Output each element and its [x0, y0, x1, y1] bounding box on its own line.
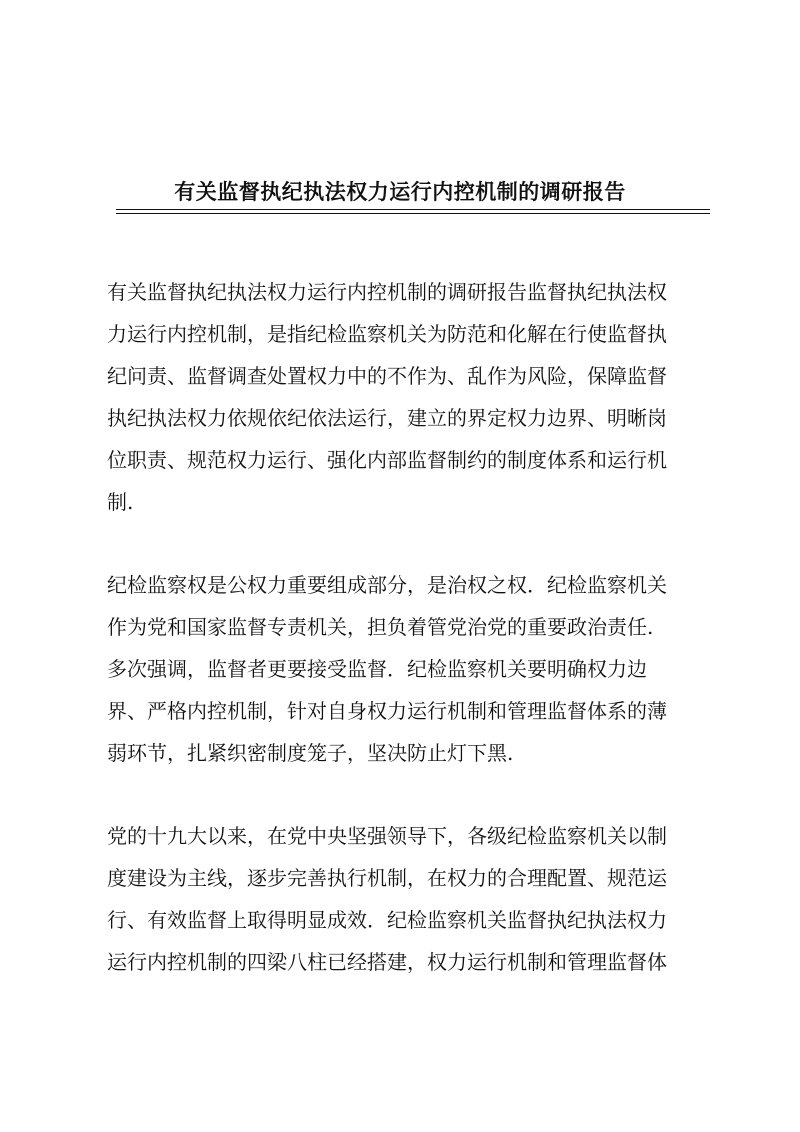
- paragraph-line: 多次强调，监督者更要接受监督．纪检监察机关要明确权力边: [107, 657, 647, 681]
- paragraph-1: [107, 271, 707, 523]
- paragraph-line: 党的十九大以来，在党中央坚强领导下，各级纪检监察机关以制: [107, 824, 667, 848]
- document-title: 有关监督执纪执法权力运行内控机制的调研报告: [174, 179, 626, 205]
- paragraph-3: [107, 815, 707, 983]
- paragraph-2: [107, 564, 707, 774]
- paragraph-line: 制.: [107, 490, 134, 514]
- paragraph-line: 有关监督执纪执法权力运行内控机制的调研报告监督执纪执法权: [107, 280, 667, 304]
- paragraph-line: 纪检监察权是公权力重要组成部分，是治权之权．纪检监察机关: [107, 573, 667, 597]
- paragraph-line: 度建设为主线，逐步完善执行机制，在权力的合理配置、规范运: [107, 866, 667, 890]
- paragraph-line: 纪问责、监督调查处置权力中的不作为、乱作为风险，保障监督: [107, 364, 667, 388]
- paragraph-line: 界、严格内控机制，针对自身权力运行机制和管理监督体系的薄: [107, 699, 667, 723]
- paragraph-line: 作为党和国家监督专责机关，担负着管党治党的重要政治责任.: [107, 615, 654, 639]
- paragraph-line: 力运行内控机制，是指纪检监察机关为防范和化解在行使监督执: [107, 322, 667, 346]
- paragraph-line: 位职责、规范权力运行、强化内部监督制约的制度体系和运行机: [107, 448, 667, 472]
- paragraph-line: 执纪执法权力依规依纪依法运行，建立的界定权力边界、明晰岗: [107, 406, 667, 430]
- paragraph-line: 运行内控机制的四梁八柱已经搭建，权力运行机制和管理监督体: [107, 950, 667, 974]
- title-double-rule: [116, 209, 710, 214]
- paragraph-line: 弱环节，扎紧织密制度笼子，坚决防止灯下黑.: [107, 741, 514, 765]
- paragraph-line: 行、有效监督上取得明显成效．纪检监察机关监督执纪执法权力: [107, 908, 667, 932]
